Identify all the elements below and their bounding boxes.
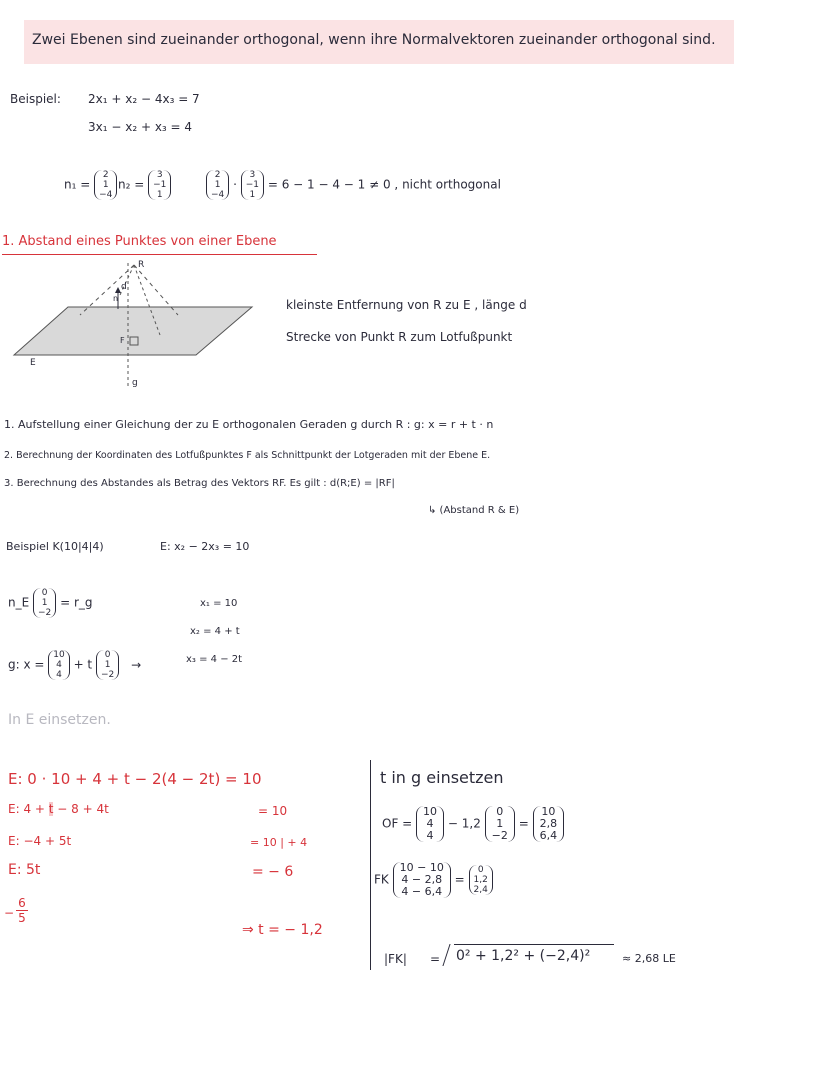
- calc-line-3: E: −4 + 5t: [8, 834, 72, 848]
- line-equation-g: [8, 650, 141, 680]
- nE-suffix: = r_g: [60, 595, 93, 610]
- calc-line-2-rhs: = 10: [258, 804, 288, 818]
- fraction-minus: −: [4, 906, 15, 920]
- of-point-vector: 10 4 4: [416, 806, 444, 842]
- g-direction-vector: 0 1 −2: [96, 650, 119, 680]
- label-F: F: [120, 336, 125, 345]
- t-result: ⇒ t = − 1,2: [242, 922, 323, 938]
- g-label: g: x =: [8, 657, 45, 672]
- nE-label: n_E: [8, 595, 30, 610]
- dot-vector-a: 2 1 −4: [206, 170, 229, 200]
- calc-line-2: E: 4 + t − 8 + 4t: [8, 802, 109, 816]
- plane-distance-figure: [0, 255, 290, 395]
- step-3-note: ↳ (Abstand R & E): [428, 505, 520, 516]
- label-E: E: [30, 358, 36, 368]
- calc-line-4: E: 5t: [8, 862, 41, 878]
- calc-line-4-rhs: = − 6: [252, 864, 294, 880]
- label-R: R: [138, 260, 145, 270]
- fk-difference-vector: 10 − 10 4 − 2,8 4 − 6,4: [393, 862, 451, 898]
- distance-result: ≈ 2,68 LE: [622, 952, 676, 965]
- orthogonal-planes-statement: Zwei Ebenen sind zueinander orthogonal, wenn ihre Normalvektoren zueinander orthogonal sind.: [32, 32, 716, 48]
- normal-vector-1: [64, 170, 117, 200]
- plane-equation-2: 3x₁ − x₂ + x₃ = 4: [88, 120, 193, 134]
- of-direction-vector: 0 1 −2: [485, 806, 515, 842]
- step-1: 1. Aufstellung einer Gleichung der zu E orthogonalen Geraden g durch R : g: x = r + t · n: [4, 418, 494, 431]
- definition-line-1: kleinste Entfernung von R zu E , länge d: [286, 298, 527, 312]
- param-x1: x₁ = 10: [200, 598, 238, 609]
- of-result-vector: 10 2,8 6,4: [533, 806, 565, 842]
- highlighted-t: t: [48, 802, 54, 816]
- of-calculation: OF = 10 4 4 − 1,2 0 1 −2 = 10 2,8 6,4: [382, 806, 564, 842]
- dot-vector-b: 3 −1 1: [241, 170, 264, 200]
- normal-vector-E: [8, 588, 93, 618]
- label-n: n: [113, 294, 119, 303]
- insert-instruction: In E einsetzen.: [8, 712, 111, 728]
- g-plus-t: + t: [73, 657, 93, 672]
- example2-plane: E: x₂ − 2x₃ = 10: [160, 540, 250, 553]
- n1-label: n₁ =: [64, 177, 91, 192]
- fk-calculation: FK 10 − 10 4 − 2,8 4 − 6,4 = 0 1,2 2,4: [374, 862, 493, 898]
- param-x2: x₂ = 4 + t: [190, 626, 240, 637]
- example1-label: Beispiel:: [10, 92, 61, 106]
- n2-vector: 3 −1 1: [148, 170, 171, 200]
- column-divider: [370, 760, 371, 970]
- g-point-vector: 10 4 4: [48, 650, 69, 680]
- definition-line-2: Strecke von Punkt R zum Lotfußpunkt: [286, 330, 513, 344]
- param-x3: x₃ = 4 − 2t: [186, 654, 243, 665]
- n1-vector: 2 1 −4: [94, 170, 117, 200]
- implies-arrow: →: [131, 657, 142, 672]
- calc-line-3-rhs: = 10 | + 4: [250, 836, 308, 849]
- fk-abs-equals: =: [430, 952, 441, 966]
- calc-line-1: E: 0 · 10 + 4 + t − 2(4 − 2t) = 10: [8, 770, 262, 788]
- dot-product: 2 1 −4 · 3 −1 1 = 6 − 1 − 4 − 1 ≠ 0 , nicht orthogonal: [206, 170, 501, 200]
- label-d: d: [121, 282, 127, 292]
- fraction: 6 5: [16, 896, 28, 925]
- fk-abs-label: |FK|: [384, 952, 407, 966]
- normal-vector-2: [118, 170, 171, 200]
- section-heading: 1. Abstand eines Punktes von einer Ebene: [2, 234, 277, 249]
- insert-t-title: t in g einsetzen: [380, 768, 504, 787]
- label-g: g: [132, 378, 138, 388]
- sqrt-bar: [454, 944, 614, 945]
- fk-result-vector: 0 1,2 2,4: [469, 865, 493, 895]
- dot-result: = 6 − 1 − 4 − 1 ≠ 0 , nicht orthogonal: [267, 177, 501, 192]
- nE-vector: 0 1 −2: [33, 588, 56, 618]
- step-3: 3. Berechnung des Abstandes als Betrag des Vektors RF. Es gilt : d(R;E) = |RF|: [4, 478, 395, 489]
- example2-label: Beispiel K(10|4|4): [6, 540, 104, 553]
- n2-label: n₂ =: [118, 177, 145, 192]
- plane-equation-1: 2x₁ + x₂ − 4x₃ = 7: [88, 92, 200, 106]
- sqrt-expression: 0² + 1,2² + (−2,4)²: [456, 948, 591, 964]
- step-2: 2. Berechnung der Koordinaten des Lotfußpunktes F als Schnittpunkt der Lotgeraden mit der Ebene E.: [4, 450, 491, 461]
